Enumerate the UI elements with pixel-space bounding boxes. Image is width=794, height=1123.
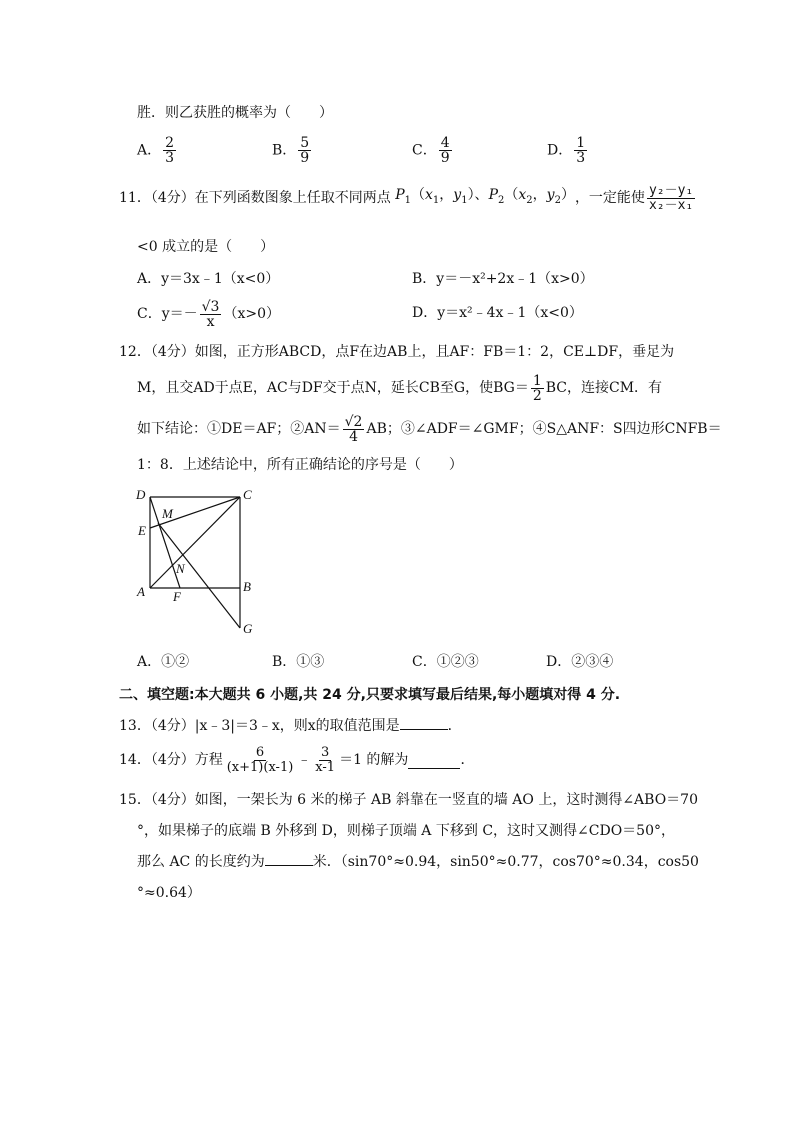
q12-line-1: 如图，正方形ABCD，点F在边AB上，且AF：FB＝1：2，CE⊥DF，垂足为 — [194, 344, 675, 360]
q10-option-a — [137, 136, 272, 165]
answer-blank[interactable] — [400, 729, 448, 730]
q13-end: ． — [447, 718, 462, 734]
q12-line-3 — [137, 410, 722, 448]
question-number: 11．（4分） — [119, 190, 195, 206]
label-b: B — [243, 579, 251, 594]
q12-option-d: D．②③④ — [546, 654, 614, 670]
q12-line-2 — [137, 370, 662, 406]
numerator: √3 — [201, 298, 220, 315]
denominator: 3 — [165, 149, 175, 166]
q15-line-3-text: 那么 AC 的长度约为 — [137, 854, 265, 870]
numerator: √2 — [344, 413, 363, 430]
label-e: E — [138, 523, 146, 538]
q12-line-3-text-b: AB；③∠ADF＝∠GMF；④S△ANF：S四边形CNFB＝ — [366, 421, 722, 437]
q11-option-d: D．y＝x²﹣4x﹣1（x<0） — [412, 305, 583, 321]
answer-blank[interactable] — [265, 865, 313, 866]
q12-line-2-text: M，且交AD于点E，AC与DF交于点N，延长CB至G，使BG＝ — [137, 380, 529, 396]
label-f: F — [173, 589, 181, 604]
q11-stem-cont: <0 成立的是（ ） — [137, 239, 275, 255]
label-d: D — [136, 487, 146, 502]
q15-line-4: °≈0.64） — [137, 885, 201, 901]
fraction — [225, 746, 296, 775]
numerator: 6 — [255, 744, 265, 760]
label-g: G — [243, 621, 253, 636]
numerator: 3 — [321, 744, 330, 760]
denominator: x — [206, 313, 215, 330]
q15-line-3-text-b: 米．（sin70°≈0.94，sin50°≈0.77，cos70°≈0.34，cos50 — [312, 854, 699, 870]
option-label: C．y＝－ — [137, 306, 198, 322]
q14-end: ． — [460, 752, 475, 768]
fraction — [439, 136, 452, 165]
q15-line-3 — [137, 852, 699, 872]
q10-option-b — [272, 136, 412, 165]
q12-line-3-text: 如下结论：①DE＝AF；②AN＝ — [137, 421, 341, 437]
q15-line-2: °，如果梯子的底端 B 外移到 D，则梯子顶端 A 下移到 C，这时又测得∠CDO＝50°， — [137, 823, 675, 839]
option-label: C． — [412, 142, 437, 158]
q10-stem-tail: 胜．则乙获胜的概率为（ ） — [137, 105, 333, 121]
label-n: N — [176, 561, 185, 576]
q13-text: 13．（4分）|x﹣3|＝3﹣x，则x的取值范围是 — [119, 718, 400, 734]
fraction — [298, 136, 311, 165]
fraction — [163, 136, 176, 165]
question-number: 12．（4分） — [119, 344, 195, 360]
numerator: 1 — [576, 134, 586, 151]
option-label: B． — [272, 142, 297, 158]
numerator: 1 — [532, 372, 542, 389]
option-label: D． — [547, 142, 573, 158]
q11-option-b: B．y＝－x²+2x﹣1（x>0） — [412, 271, 594, 287]
label-m: M — [162, 506, 173, 521]
option-tail: （x>0） — [223, 306, 280, 322]
minus-sign: ﹣ — [297, 752, 312, 768]
denominator: 4 — [349, 428, 359, 445]
label-c: C — [243, 487, 252, 502]
q11-stem — [119, 180, 697, 216]
q12-option-a: A．①② — [137, 654, 190, 670]
q12-option-c: C．①②③ — [412, 654, 479, 670]
denominator: x₂－x₁ — [648, 197, 694, 213]
denominator: 9 — [440, 149, 450, 166]
q13 — [119, 716, 462, 736]
numerator: 4 — [440, 134, 450, 151]
option-label: A． — [137, 142, 162, 158]
denominator: (x+1)(x-1) — [226, 759, 294, 775]
q12-option-b: B．①③ — [272, 654, 325, 670]
q14 — [119, 742, 474, 778]
fraction — [200, 300, 222, 329]
denominator: 9 — [300, 149, 310, 166]
q11-points: $P_1(x_1$，$y_1$）、$P_2(x_2$，$y_2$） — [395, 187, 575, 206]
fraction — [313, 746, 337, 775]
q11-stem-text: 在下列函数图象上任取不同两点 — [194, 190, 391, 206]
denominator: x-1 — [315, 759, 336, 775]
numerator: 5 — [300, 134, 310, 151]
q11-option-a: A．y＝3x﹣1（x<0） — [137, 271, 280, 287]
answer-blank[interactable] — [408, 752, 460, 769]
label-a: A — [137, 584, 145, 599]
q15-line-1: 15．（4分）如图，一架长为 6 米的梯子 AB 斜靠在一竖直的墙 AO 上，这时测得∠ABO＝70 — [119, 792, 698, 808]
denominator: 2 — [532, 387, 542, 404]
q10-options — [137, 133, 589, 167]
q11-stem-text-2: ，一定能使 — [574, 190, 645, 206]
q10-option-c — [412, 136, 547, 165]
q12-line-4: 1：8．上述结论中，所有正确结论的序号是（ ） — [137, 457, 463, 473]
numerator: 2 — [165, 134, 175, 151]
denominator: 3 — [576, 149, 586, 166]
fraction — [574, 136, 587, 165]
q11-option-c — [137, 296, 280, 332]
q10-option-d — [547, 136, 589, 165]
section-heading: 二、填空题:本大题共 6 小题,共 24 分,只要求填写最后结果,每小题填对得 4 分. — [119, 687, 621, 703]
q14-text: 14．（4分）方程 — [119, 752, 223, 768]
fraction — [343, 415, 365, 444]
q12-line-2-text-b: BC，连接CM．有 — [545, 380, 663, 396]
numerator: y₂－y₁ — [648, 182, 694, 198]
q12-stem — [119, 342, 674, 362]
fraction — [531, 374, 544, 403]
q11-slope-fraction — [647, 184, 695, 213]
q14-text-b: ＝1 的解为 — [339, 752, 409, 768]
q12-figure — [130, 484, 270, 642]
